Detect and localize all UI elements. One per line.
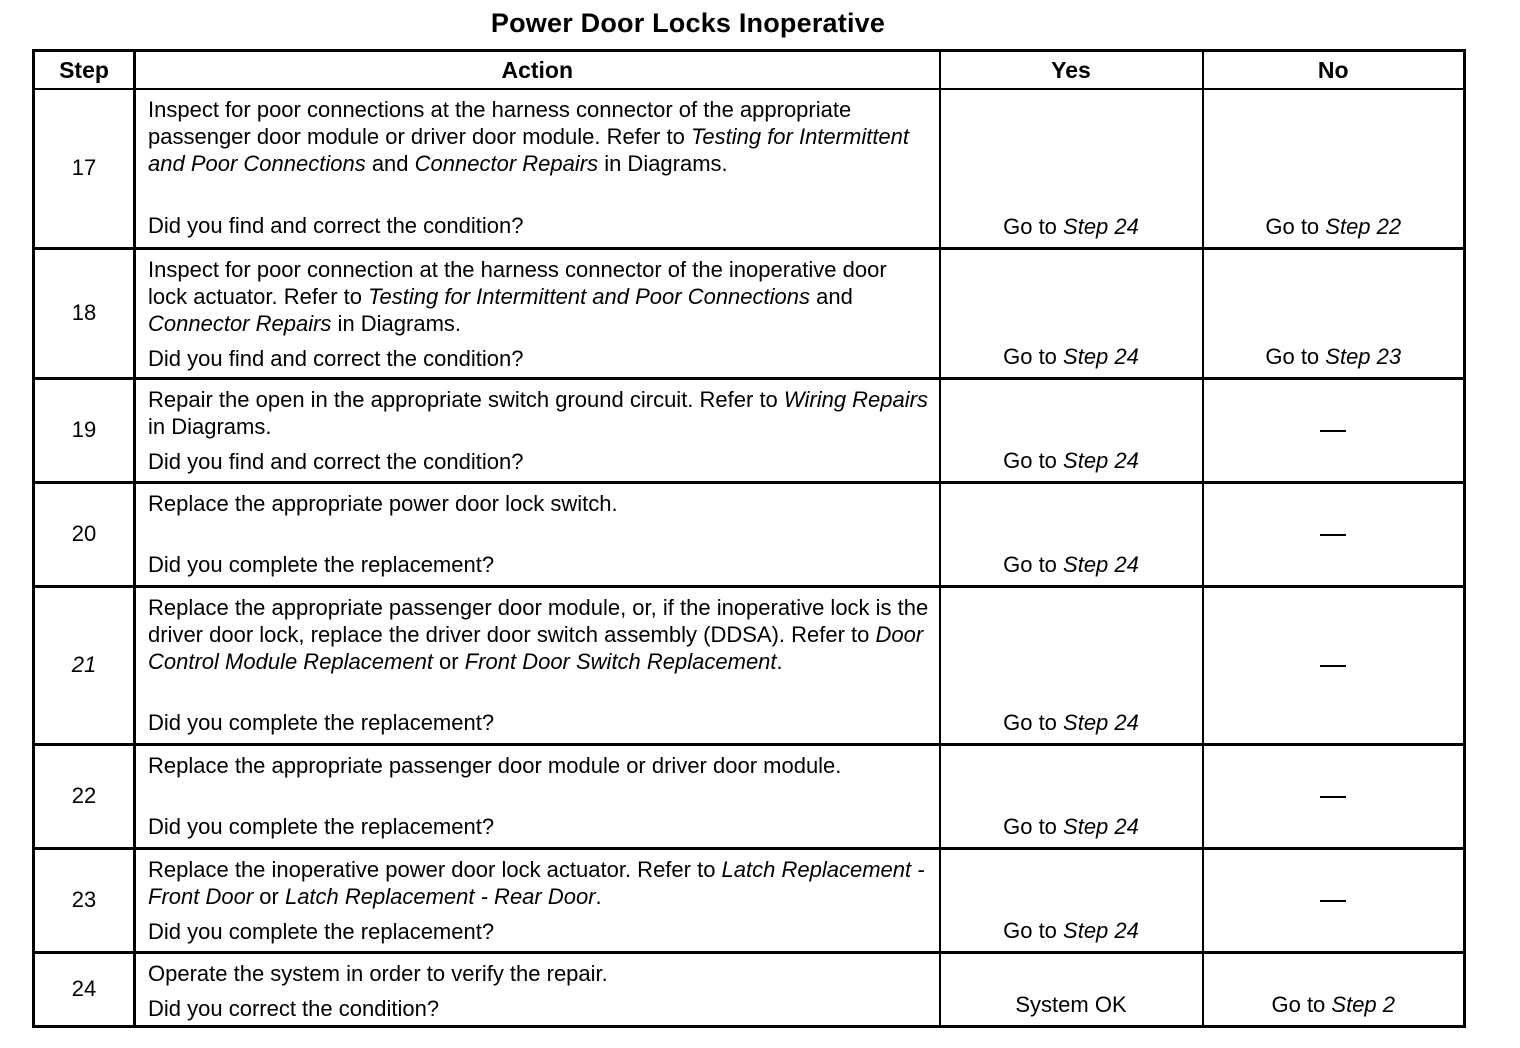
reference-link-text: Connector Repairs (148, 310, 332, 336)
diagnostic-table (32, 49, 1466, 1028)
action-question: Did you correct the condition? (148, 995, 440, 1021)
reference-link-text: Latch Replacement - Rear Door (284, 883, 596, 909)
table-row (34, 482, 1465, 586)
goto-step-ref: Step 24 (1063, 447, 1139, 473)
goto-prefix: Go to (1003, 917, 1064, 943)
action-text: Inspect for poor connection at the harness connector of the inoperative door lock actuator. Refer to (148, 256, 887, 309)
reference-link-text: Wiring Repairs (783, 386, 928, 412)
action-cell (135, 744, 940, 848)
goto-text (1003, 448, 1139, 473)
header-no: No (1203, 51, 1465, 90)
goto-text (1003, 814, 1139, 839)
action-text: Repair the open in the appropriate switch ground circuit. Refer to (148, 386, 784, 412)
no-result (1203, 482, 1465, 586)
goto-prefix: Go to (1265, 213, 1326, 239)
no-result (1203, 952, 1465, 1026)
yes-result (940, 848, 1203, 952)
action-cell (135, 89, 940, 248)
yes-result (940, 378, 1203, 482)
page-title: Power Door Locks Inoperative (490, 8, 886, 38)
goto-step-ref: Step 24 (1063, 343, 1139, 369)
no-result (1203, 586, 1465, 744)
table-row (34, 952, 1465, 1026)
goto-step-ref: Step 24 (1063, 551, 1139, 577)
header-row (34, 51, 1465, 90)
action-text: . (776, 648, 783, 674)
action-description (148, 594, 931, 675)
goto-step-ref: Step 2 (1331, 991, 1396, 1017)
goto-step-ref: Step 24 (1063, 917, 1139, 943)
action-cell (135, 482, 940, 586)
yes-result (940, 248, 1203, 378)
action-text: in Diagrams. (148, 413, 272, 439)
action-text: Replace the appropriate passenger door module, or, if the inoperative lock is the driver door lock, replace the driver door switch assembly (DDSA). Refer to (148, 594, 929, 647)
reference-link-text: Door Control Module Replacement (148, 621, 924, 674)
yes-result (940, 482, 1203, 586)
action-cell (135, 952, 940, 1026)
action-question: Did you complete the replacement? (148, 709, 495, 735)
step-number: 21 (34, 586, 135, 744)
no-result (1203, 248, 1465, 378)
goto-text (1015, 992, 1126, 1017)
action-text: in Diagrams. (331, 310, 462, 336)
table-row (34, 89, 1465, 248)
step-number: 17 (34, 89, 135, 248)
yes-result (940, 744, 1203, 848)
step-number: 22 (34, 744, 135, 848)
goto-text (1003, 214, 1139, 239)
goto-prefix: Go to (1003, 551, 1064, 577)
action-question: Did you find and correct the condition? (148, 345, 524, 371)
goto-prefix: Go to (1003, 709, 1064, 735)
no-result (1203, 89, 1465, 248)
action-text: Operate the system in order to verify the repair. (148, 960, 608, 986)
table-body (34, 89, 1465, 1026)
header-step: Step (34, 51, 135, 90)
table-row (34, 586, 1465, 744)
action-description (148, 386, 931, 440)
action-text: or (253, 883, 285, 909)
action-text: or (432, 648, 465, 674)
step-number: 19 (34, 378, 135, 482)
action-text: . (595, 883, 602, 909)
action-question: Did you find and correct the condition? (148, 213, 524, 238)
yes-result (940, 89, 1203, 248)
action-text: and (365, 151, 415, 176)
action-description (148, 256, 931, 337)
goto-text (1003, 710, 1139, 735)
em-dash (1320, 900, 1346, 902)
action-cell (135, 248, 940, 378)
goto-text (1003, 344, 1139, 369)
action-question: Did you complete the replacement? (148, 813, 495, 839)
goto-step-ref: Step 24 (1063, 213, 1139, 239)
header-yes: Yes (940, 51, 1203, 90)
action-description (148, 856, 931, 910)
goto-text (1003, 918, 1139, 943)
action-text: Inspect for poor connections at the harness connector of the appropriate passenger door module or driver door module. Refer to (148, 97, 852, 149)
reference-link-text: Latch Replacement - Front Door (148, 856, 925, 909)
step-number: 23 (34, 848, 135, 952)
reference-link-text: Front Door Switch Replacement (464, 648, 777, 674)
action-text: Replace the appropriate power door lock switch. (148, 490, 618, 516)
em-dash (1320, 796, 1346, 798)
em-dash (1320, 534, 1346, 536)
goto-step-ref: Step 24 (1063, 813, 1139, 839)
reference-link-text: Connector Repairs (414, 151, 599, 176)
action-description (148, 490, 931, 517)
action-cell (135, 848, 940, 952)
step-number: 20 (34, 482, 135, 586)
step-number: 18 (34, 248, 135, 378)
goto-step-ref: Step 24 (1063, 709, 1139, 735)
action-text: Replace the appropriate passenger door module or driver door module. (148, 752, 842, 778)
goto-step-ref: Step 23 (1325, 343, 1402, 369)
table-row (34, 248, 1465, 378)
goto-prefix: Go to (1003, 213, 1064, 239)
action-question: Did you find and correct the condition? (148, 448, 524, 474)
em-dash (1320, 665, 1346, 667)
table-row (34, 848, 1465, 952)
action-description (148, 96, 931, 177)
no-result (1203, 378, 1465, 482)
goto-prefix: Go to (1271, 991, 1332, 1017)
goto-step-ref: Step 22 (1325, 213, 1402, 239)
reference-link-text: Testing for Intermittent and Poor Connections (148, 124, 910, 176)
em-dash (1320, 430, 1346, 432)
goto-text (1265, 344, 1401, 369)
action-cell (135, 586, 940, 744)
action-description (148, 960, 931, 987)
table-row (34, 744, 1465, 848)
yes-result (940, 952, 1203, 1026)
action-question: Did you complete the replacement? (148, 918, 495, 944)
goto-prefix: System OK (1015, 991, 1127, 1017)
table-row (34, 378, 1465, 482)
goto-text (1271, 992, 1395, 1017)
goto-prefix: Go to (1265, 343, 1326, 369)
goto-prefix: Go to (1003, 447, 1064, 473)
no-result (1203, 848, 1465, 952)
action-description (148, 752, 931, 779)
action-text: and (810, 283, 853, 309)
action-cell (135, 378, 940, 482)
action-text: Replace the inoperative power door lock actuator. Refer to (148, 856, 722, 882)
goto-text (1003, 552, 1139, 577)
goto-text (1265, 214, 1401, 239)
step-number: 24 (34, 952, 135, 1026)
goto-prefix: Go to (1003, 813, 1064, 839)
action-question: Did you complete the replacement? (148, 551, 495, 577)
reference-link-text: Testing for Intermittent and Poor Connections (368, 283, 810, 309)
action-text: in Diagrams. (598, 151, 728, 176)
goto-prefix: Go to (1003, 343, 1064, 369)
header-action: Action (135, 51, 940, 90)
yes-result (940, 586, 1203, 744)
no-result (1203, 744, 1465, 848)
